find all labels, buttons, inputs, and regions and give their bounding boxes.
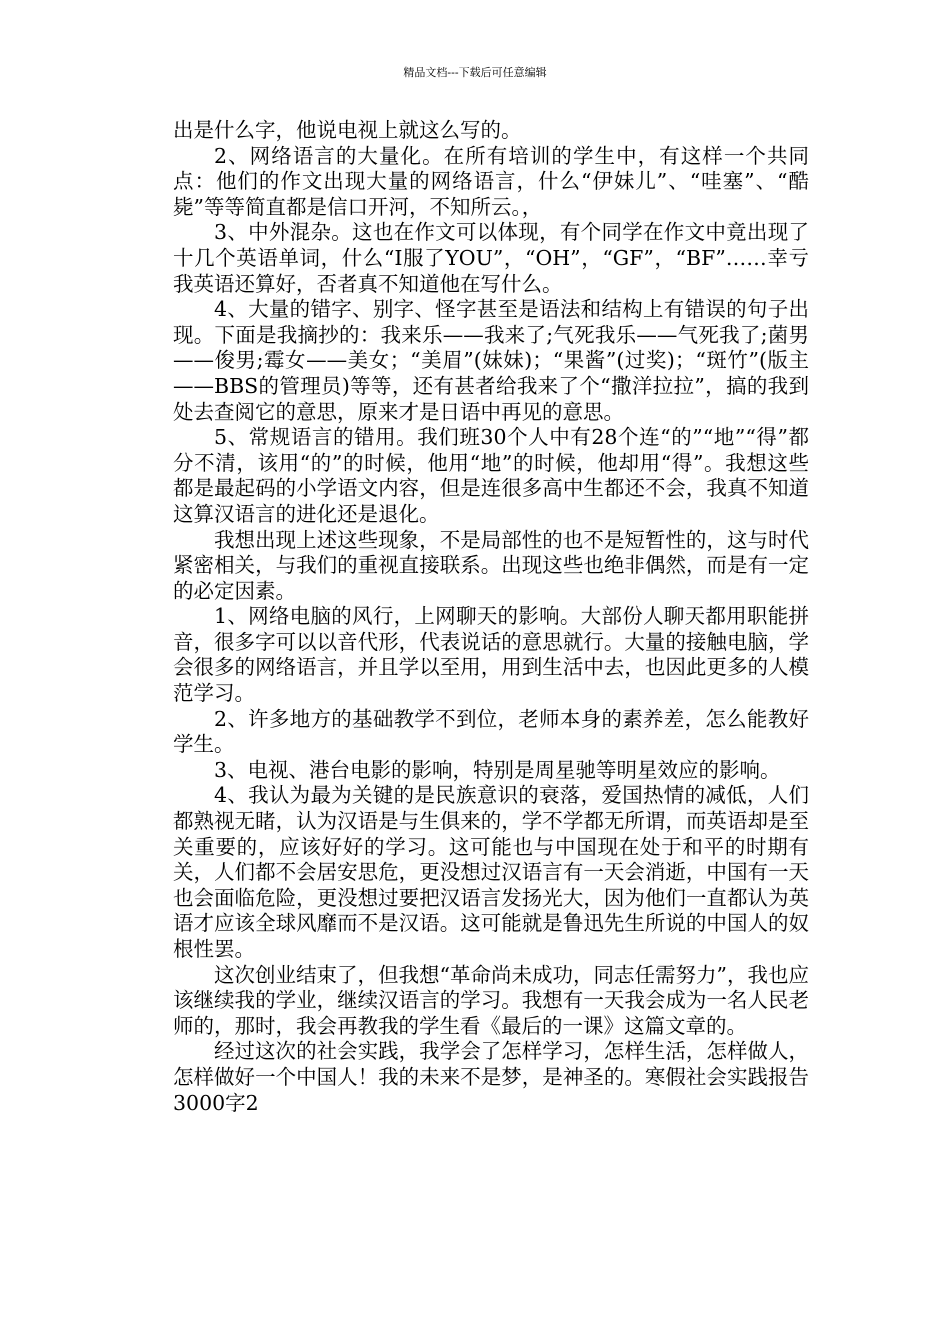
paragraph-continuation: 出是什么字，他说电视上就这么写的。 [173, 118, 522, 142]
document-body [173, 118, 809, 1116]
paragraph-point-wrong-characters: 4、大量的错字、别字、怪字甚至是语法和结构上有错误的句子出现。下面是我摘抄的：我来乐——我来了;气死我乐——气死我了;菌男——俊男;霉女——美女；“美眉”(妹妹)；“果酱”(过奖)；“斑竹”(版主——BBS的管理员)等等，还有甚者给我来了个“撒洋拉拉”，搞的我到处去查阅它的意思，原来才是日语中再见的意思。 [173, 297, 809, 424]
paragraph-cause-national-awareness: 4、我认为最为关键的是民族意识的衰落，爱国热情的减低，人们都熟视无睹，认为汉语是与生俱来的，学不学都无所谓，而英语却是至关重要的，应该好好的学习。这可能也与中国现在处于和平的时期有关，人们都不会居安思危，更没想过汉语言有一天会消逝，中国有一天也会面临危险，更没想过要把汉语言发扬光大，因为他们一直都认为英语才应该全球风靡而不是汉语。这可能就是鲁迅先生所说的中国人的奴根性罢。 [173, 783, 809, 961]
paragraph-causes-intro: 我想出现上述这些现象，不是局部性的也不是短暂性的，这与时代紧密相关，与我们的重视直接联系。出现这些也绝非偶然，而是有一定的必定因素。 [173, 527, 809, 603]
paragraph-cause-teaching: 2、许多地方的基础教学不到位，老师本身的素养差，怎么能教好学生。 [173, 706, 809, 757]
page-header: 精品文档---下载后可任意编辑 [403, 66, 547, 79]
paragraph-conclusion: 这次创业结束了，但我想“革命尚未成功，同志任需努力”，我也应该继续我的学业，继续汉语言的学习。我想有一天我会成为一名人民老师的，那时，我会再教我的学生看《最后的一课》这篇文章的。 [173, 962, 809, 1038]
paragraph-point-internet-language: 2、网络语言的大量化。在所有培训的学生中，有这样一个共同点：他们的作文出现大量的网络语言，什么“伊妹儿”、“哇塞”、“酷毙”等等简直都是信口开河，不知所云。， [173, 143, 809, 219]
paragraph-cause-internet: 1、网络电脑的风行，上网聊天的影响。大部份人聊天都用职能拼音，很多字可以以音代形，代表说话的意思就行。大量的接触电脑，学会很多的网络语言，并且学以至用，用到生活中去，也因此更多的人模范学习。 [173, 604, 809, 706]
paragraph-cause-movies: 3、电视、港台电影的影响，特别是周星驰等明星效应的影响。 [214, 757, 781, 782]
paragraph-point-mixed-languages: 3、中外混杂。这也在作文可以体现，有个同学在作文中竟出现了十几个英语单词，什么“I服了YOU”，“OH”，“GF”，“BF”……幸亏我英语还算好，否者真不知道他在写什么。 [173, 220, 809, 296]
paragraph-point-misused-language: 5、常规语言的错用。我们班30个人中有28个连“的”“地”“得”都分不清，该用“的”的时候，他用“地”的时候，他却用“得”。我想这些都是最起码的小学语文内容，但是连很多高中生都还不会，我真不知道这算汉语言的进化还是退化。 [173, 425, 809, 526]
paragraph-closing: 经过这次的社会实践，我学会了怎样学习，怎样生活，怎样做人，怎样做好一个中国人！我的未来不是梦，是神圣的。寒假社会实践报告3000字2 [173, 1039, 809, 1115]
